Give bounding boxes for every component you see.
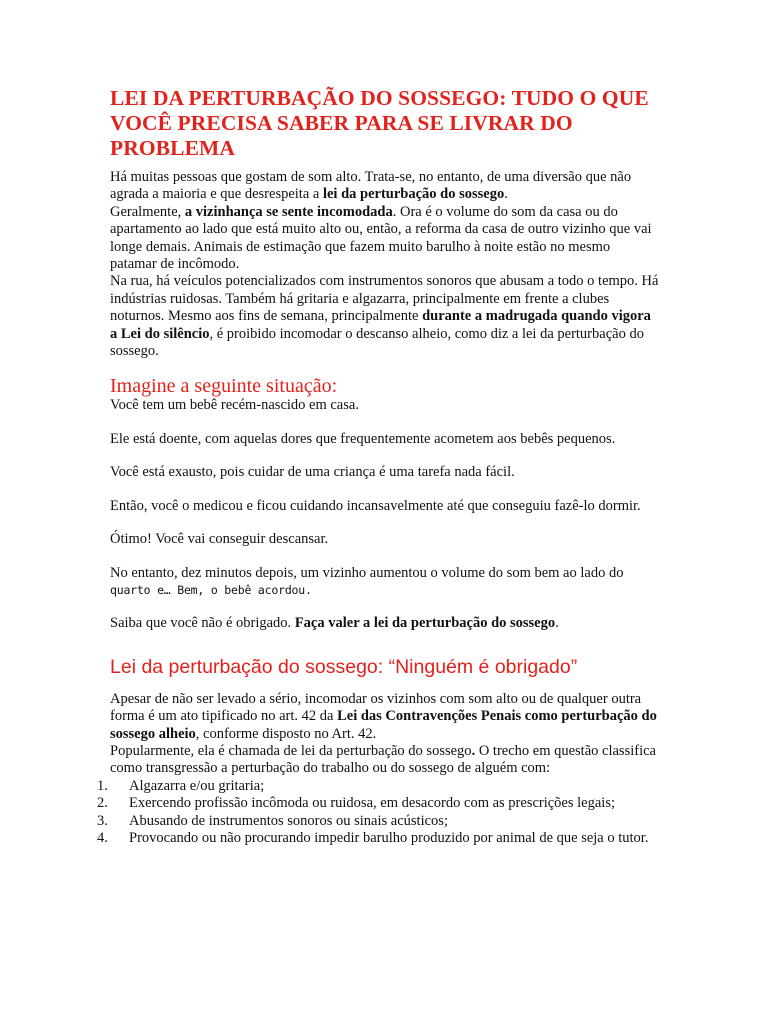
intro-section (110, 169, 660, 360)
law-paragraph-2: Popularmente, ela é chamada de lei da perturbação do sossego. O trecho em questão classifica como transgressão a perturbação do trabalho ou do sossego de alguém com: (110, 742, 656, 777)
law-heading: Lei da perturbação do sossego: “Ninguém é obrigado” (110, 655, 578, 678)
offense-list (97, 777, 660, 848)
list-item (97, 829, 660, 847)
list-item (97, 812, 660, 830)
bold-phrase: . (471, 742, 476, 759)
list-item-text: Algazarra e/ou gritaria; (129, 777, 265, 794)
page-title: LEI DA PERTURBAÇÃO DO SOSSEGO: TUDO O QUE VOCÊ PRECISA SABER PARA SE LIVRAR DO PROBLEMA (110, 86, 649, 160)
scenario-paragraph-1: Você tem um bebê recém-nascido em casa. (110, 397, 359, 414)
document-body (97, 86, 660, 847)
intro-paragraph-3: Na rua, há veículos potencializados com instrumentos sonoros que abusam a todo o tempo. Há indústrias ruidosas. Também há gritaria e algazarra, principalmente em frente a clubes noturnos. Mesmo aos fins de semana, principalmente durante a madrugada quando vigora a Lei do silêncio, é proibido incomodar o descanso alheio, como diz a lei da perturbação do sossego. (110, 273, 659, 360)
list-item (97, 777, 660, 795)
scenario-paragraph-5: Ótimo! Você vai conseguir descansar. (110, 531, 329, 548)
bold-phrase: Faça valer a lei da perturbação do sossego (294, 615, 556, 632)
bold-phrase: Lei das Contravenções Penais como perturbação do sossego alheio (110, 708, 657, 742)
scenario-paragraph-7: Saiba que você não é obrigado. Faça valer a lei da perturbação do sossego. (110, 615, 559, 632)
scenario-paragraph-6: No entanto, dez minutos depois, um vizinho aumentou o volume do som bem ao lado do quarto e… Bem, o bebê acordou. (110, 564, 624, 597)
list-number: 4. (97, 829, 108, 846)
list-item (97, 795, 660, 812)
scenario-paragraph-4: Então, você o medicou e ficou cuidando incansavelmente até que conseguiu fazê-lo dormir. (110, 497, 641, 514)
scenario-section (110, 397, 660, 632)
intro-paragraph-2: Geralmente, a vizinhança se sente incomodada. Ora é o volume do som da casa ou do apartamento ao lado que está muito alto ou, então, a reforma da casa de outro vizinho que vai longe demais. Animais de estimação que fazem muito barulho à noite estão no mesmo patamar de incômodo. (110, 203, 652, 273)
bold-phrase: lei da perturbação do sossego (322, 186, 505, 203)
list-item-text: Provocando ou não procurando impedir barulho produzido por animal de que seja o tutor. (129, 829, 649, 846)
bold-phrase: a vizinhança se sente incomodada (184, 203, 393, 220)
list-number: 3. (97, 812, 108, 829)
monospace-phrase: quarto e… Bem, o bebê acordou. (110, 582, 312, 597)
law-section (97, 690, 660, 848)
list-number: 1. (97, 777, 108, 794)
scenario-paragraph-3: Você está exausto, pois cuidar de uma criança é uma tarefa nada fácil. (110, 464, 515, 481)
scenario-paragraph-2: Ele está doente, com aquelas dores que frequentemente acometem aos bebês pequenos. (110, 430, 616, 447)
bold-phrase: durante a madrugada quando vigora a Lei do silêncio (110, 308, 651, 342)
list-item-text: Abusando de instrumentos sonoros ou sinais acústicos; (129, 812, 448, 829)
intro-paragraph-1: Há muitas pessoas que gostam de som alto. Trata-se, no entanto, de uma diversão que não agrada a maioria e que desrespeita a lei da perturbação do sossego. (110, 169, 632, 203)
scenario-heading: Imagine a seguinte situação: (110, 375, 338, 398)
law-paragraph-1: Apesar de não ser levado a sério, incomodar os vizinhos com som alto ou de qualquer outra forma é um ato tipificado no art. 42 da Lei das Contravenções Penais como perturbação do sossego alheio, conforme disposto no Art. 42. (110, 690, 657, 742)
list-number: 2. (97, 795, 108, 812)
list-item-text: Exercendo profissão incômoda ou ruidosa, em desacordo com as prescrições legais; (129, 795, 615, 812)
